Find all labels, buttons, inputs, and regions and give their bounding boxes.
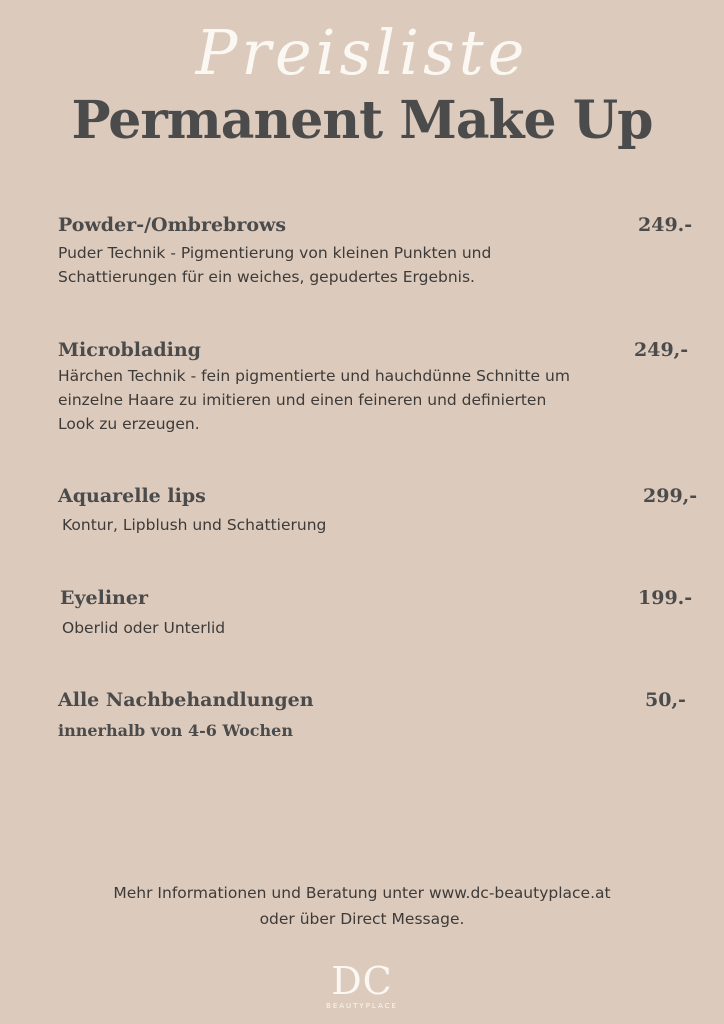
item-desc-aquarelle-lips: Kontur, Lipblush und Schattierung xyxy=(62,516,327,534)
item-desc-eyeliner: Oberlid oder Unterlid xyxy=(62,619,226,637)
logo-subtitle: BEAUTYPLACE xyxy=(326,1002,398,1010)
item-desc-nachbehandlungen: innerhalb von 4-6 Wochen xyxy=(58,721,293,740)
item-name-aquarelle-lips: Aquarelle lips xyxy=(58,485,206,507)
item-desc-powderbrows-line-1: Puder Technik - Pigmentierung von kleinen Punkten und xyxy=(58,244,492,262)
item-price-microblading: 249,- xyxy=(634,339,689,361)
item-desc-microblading-line-2: einzelne Haare zu imitieren und einen feineren und definierten xyxy=(58,391,547,409)
page-title: Permanent Make Up xyxy=(71,90,653,151)
item-name-nachbehandlungen: Alle Nachbehandlungen xyxy=(58,689,314,711)
logo-mark: DC xyxy=(331,959,393,1003)
item-price-eyeliner: 199.- xyxy=(638,587,693,609)
script-title: Preisliste xyxy=(195,16,529,89)
footer-info-line-2: oder über Direct Message. xyxy=(259,910,465,928)
footer-info xyxy=(0,880,724,932)
footer-info-line-1: Mehr Informationen und Beratung unter www.dc-beautyplace.at xyxy=(113,884,611,902)
item-desc-microblading-line-1: Härchen Technik - fein pigmentierte und hauchdünne Schnitte um xyxy=(58,367,570,385)
item-price-nachbehandlungen: 50,- xyxy=(645,689,686,711)
item-price-powderbrows: 249.- xyxy=(638,214,693,236)
item-price-aquarelle-lips: 299,- xyxy=(643,485,698,507)
brand-logo xyxy=(0,959,724,1010)
item-name-powderbrows: Powder-/Ombrebrows xyxy=(58,214,287,236)
item-desc-microblading-line-3: Look zu erzeugen. xyxy=(58,415,200,433)
item-name-microblading: Microblading xyxy=(58,339,201,361)
item-name-eyeliner: Eyeliner xyxy=(60,587,148,609)
item-desc-powderbrows-line-2: Schattierungen für ein weiches, gepudertes Ergebnis. xyxy=(58,268,475,286)
